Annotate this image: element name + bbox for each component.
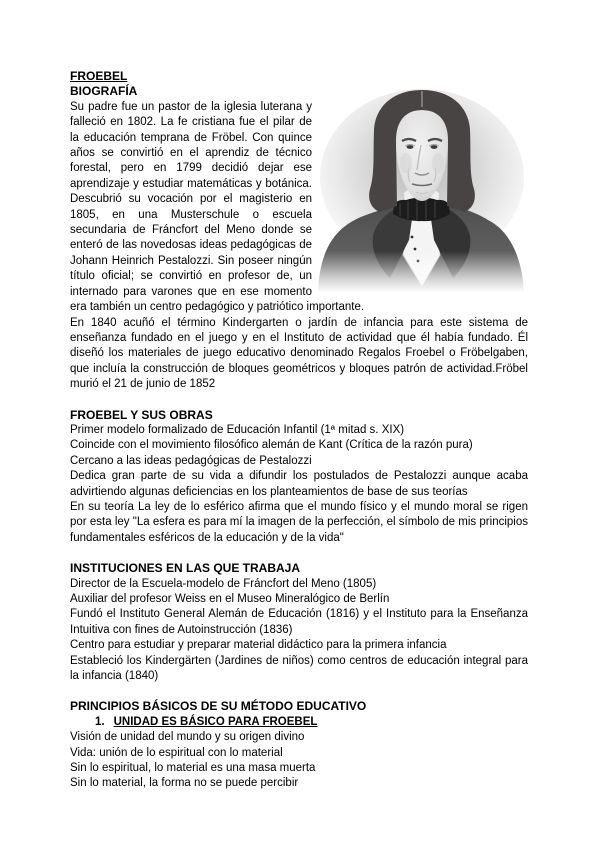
institutions-line: Auxiliar del profesor Weiss en el Museo Mineralógico de Berlín: [70, 593, 390, 605]
principle-line: Sin lo material, la forma no se puede percibir: [70, 777, 299, 790]
works-line: En su teoría La ley de lo esférico afirma que el mundo físico y el mundo moral se rigen por esta ley "La esfera es para mí la imagen de la perfección, el símbolo de mis principios fundamentales esféricos de la educación y de la vida": [70, 500, 528, 544]
document-title: FROEBEL: [70, 69, 128, 83]
principles-heading: PRINCIPIOS BÁSICOS DE SU MÉTODO EDUCATIVO: [70, 699, 367, 714]
institutions-line: Estableció los Kindergärten (Jardines de niños) como centros de educación integral para la infancia (1840): [70, 654, 528, 683]
biography-paragraph-2: En 1840 acuñó el término Kindergarten o jardín de infancia para este sistema de enseñanza fundado en el juego y en el Instituto de actividad que él había fundado. Él diseñó los materiales de juego educativo denominado Regalos Froebel o Fröbelgaben, que incluía la construcción de bloques geométricos y bloques patrón de actividad.Fröbel murió el 21 de junio de 1852: [70, 316, 528, 391]
institutions-line: Director de la Escuela-modelo de Fráncfort del Meno (1805): [70, 577, 377, 590]
principle-line: Visión de unidad del mundo y su origen divino: [70, 731, 305, 744]
principle-title: UNIDAD ES BÁSICO PARA FROEBEL: [113, 715, 318, 728]
principle-number: 1.: [95, 715, 105, 728]
works-line: Cercano a las ideas pedagógicas de Pestalozzi: [70, 454, 312, 467]
works-line: Coincide con el movimiento filosófico alemán de Kant (Crítica de la razón pura): [70, 439, 473, 452]
principle-1-item: [95, 715, 528, 730]
principle-line: Sin lo espiritual, lo material es una masa muerta: [70, 762, 316, 775]
principle-line: Vida: unión de lo espiritual con lo material: [70, 746, 283, 759]
biography-paragraph-1: Su padre fue un pastor de la iglesia luterana y falleció en 1802. La fe cristiana fue el pilar de la educación temprana de Fröbel. Con quince años se convirtió en el aprendiz de técnico forestal, pero en 1799 decidió dejar ese aprendizaje y estudiar matemáticas y botánica. Descubrió su vocación por el magisterio en 1805, en una Musterschule o escuela secundaria de Fráncfort del Meno donde se enteró de las novedosas ideas pedagógicas de Johann Heinrich Pestalozzi. Sin poseer ningún título oficial; se convirtió en profesor de, un internado para varones que en ese momento era también un centro pedagógico y patriótico importante.: [70, 100, 528, 316]
institutions-line: Centro para estudiar y preparar material didáctico para la primera infancia: [70, 639, 447, 652]
froebel-portrait-image: [316, 85, 528, 291]
works-line: Dedica gran parte de su vida a difundir los postulados de Pestalozzi aunque acaba advirtiendo algunas deficiencias en los planteamientos de base de sus teorías: [70, 470, 528, 498]
biography-heading: BIOGRAFÍA: [70, 84, 138, 99]
works-heading: FROEBEL Y SUS OBRAS: [70, 407, 213, 422]
institutions-heading: INSTITUCIONES EN LAS QUE TRABAJA: [70, 561, 301, 576]
works-line: Primer modelo formalizado de Educación Infantil (1ª mitad s. XIX): [70, 423, 405, 436]
institutions-line: Fundó el Instituto General Alemán de Educación (1816) y el Instituto para la Enseñanza Intuitiva con fines de Autoinstrucción (1836): [70, 608, 528, 636]
